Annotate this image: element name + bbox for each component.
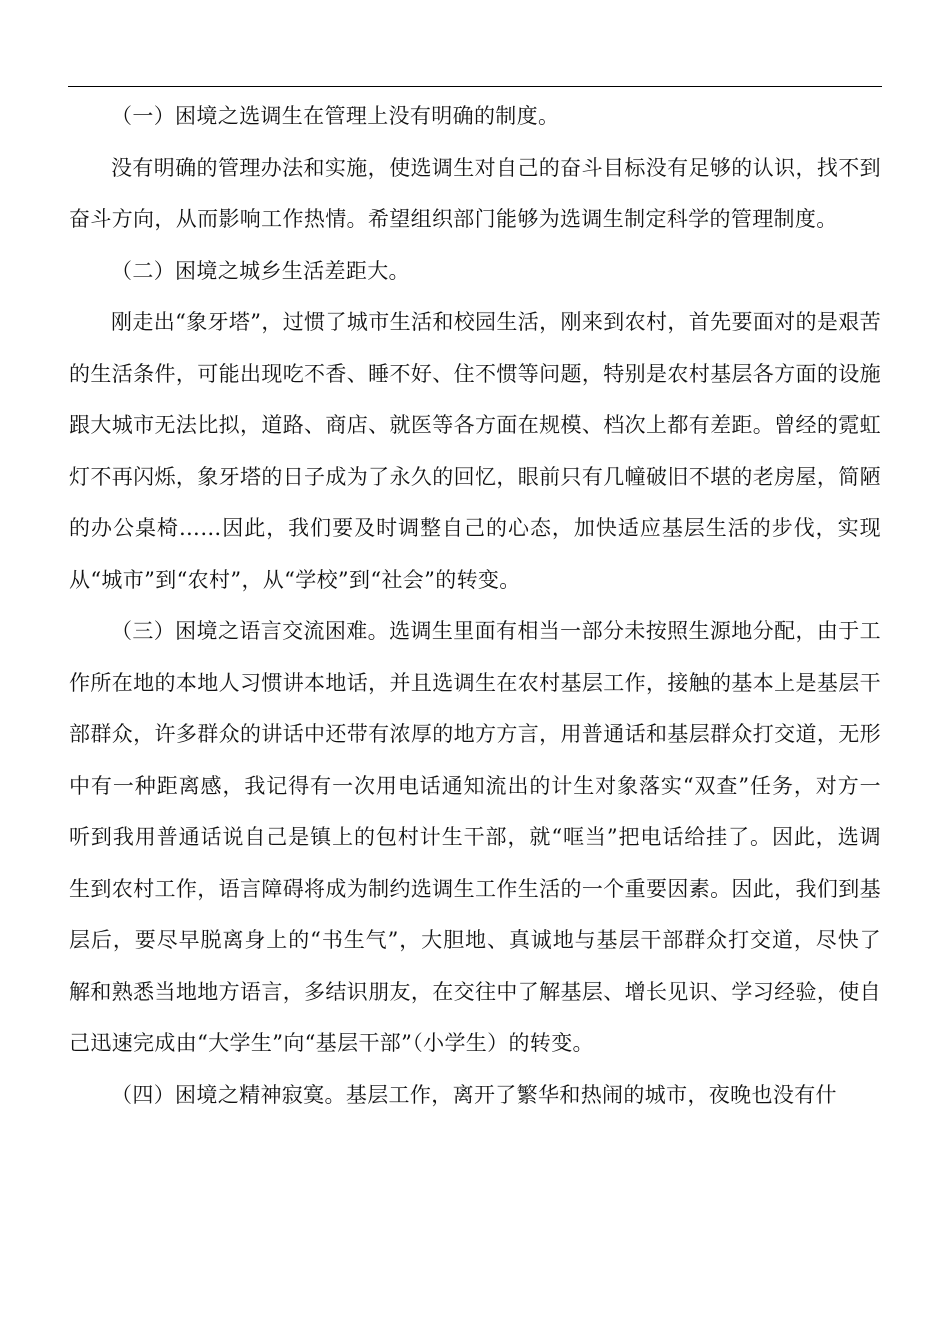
document-body: [69, 91, 881, 1121]
paragraph-1: 没有明确的管理办法和实施，使选调生对自己的奋斗目标没有足够的认识，找不到奋斗方向，从而影响工作热情。希望组织部门能够为选调生制定科学的管理制度。: [69, 155, 881, 231]
paragraph-heading-1: （一）困境之选调生在管理上没有明确的制度。: [111, 104, 560, 128]
header-rule: [68, 86, 882, 87]
paragraph-3: （三）困境之语言交流困难。选调生里面有相当一部分未按照生源地分配，由于工作所在地的本地人习惯讲本地话，并且选调生在农村基层工作，接触的基本上是基层干部群众，许多群众的讲话中还带有浓厚的地方方言，用普通话和基层群众打交道，无形中有一种距离感，我记得有一次用电话通知流出的计生对象落实“双查”任务，对方一听到我用普通话说自己是镇上的包村计生干部，就“哐当”把电话给挂了。因此，选调生到农村工作，语言障碍将成为制约选调生工作生活的一个重要因素。因此，我们到基层后，要尽早脱离身上的“书生气”，大胆地、真诚地与基层干部群众打交道，尽快了解和熟悉当地地方语言，多结识朋友，在交往中了解基层、增长见识、学习经验，使自己迅速完成由“大学生”向“基层干部”（小学生）的转变。: [69, 619, 881, 1055]
paragraph-heading-2: （二）困境之城乡生活差距大。: [111, 258, 410, 283]
paragraph-2: 刚走出“象牙塔”，过惯了城市生活和校园生活，刚来到农村，首先要面对的是艰苦的生活条件，可能出现吃不香、睡不好、住不惯等问题，特别是农村基层各方面的设施跟大城市无法比拟，道路、商店、就医等各方面在规模、档次上都有差距。曾经的霓虹灯不再闪烁，象牙塔的日子成为了永久的回忆，眼前只有几幢破旧不堪的老房屋，简陋的办公桌椅……因此，我们要及时调整自己的心态，加快适应基层生活的步伐，实现从“城市”到“农村”，从“学校”到“社会”的转变。: [69, 310, 881, 592]
paragraph-4: （四）困境之精神寂寞。基层工作，离开了繁华和热闹的城市，夜晚也没有什: [111, 1082, 837, 1107]
